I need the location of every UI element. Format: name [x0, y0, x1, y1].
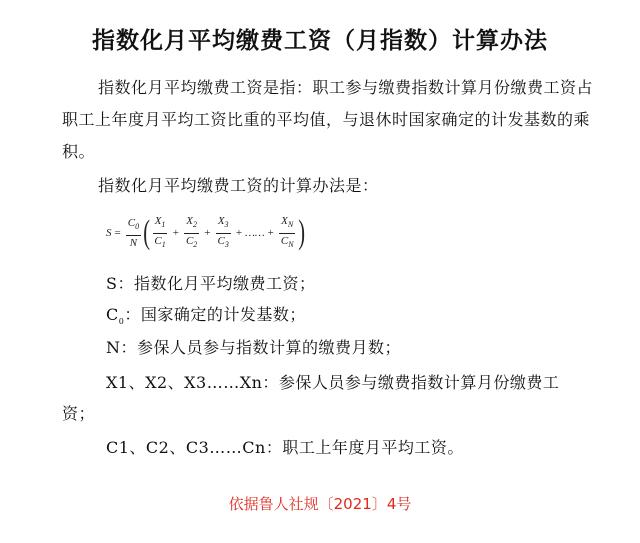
formula-c0: C — [127, 217, 136, 230]
formula-left-paren: ( — [143, 214, 151, 251]
definition-paragraph: 指数化月平均缴费工资是指：职工参与缴费指数计算月份缴费工资占职工上年度月平均工资比重的平均值，与退休时国家确定的计发基数的乘积。 — [62, 78, 594, 161]
formula-ellipsis: …… — [245, 227, 265, 239]
formula-plus: + — [267, 227, 274, 239]
formula-plus: + — [235, 227, 243, 239]
formula — [106, 208, 305, 258]
document-title: 指数化月平均缴费工资（月指数）计算办法 — [92, 28, 548, 54]
source-citation: 依据鲁人社规〔2021〕4号 — [228, 495, 412, 513]
def-c0: $C_0$：国家确定的计发基数； — [106, 305, 306, 327]
formula-term-n: $\frac{X_N}{C_N}$ — [280, 215, 294, 249]
formula-term-1: $\frac{X_1}{C_1}$ — [154, 215, 166, 249]
def-c: C1、C2、C3……Cn：职工上年度月平均工资。 — [106, 438, 464, 457]
formula-right-paren: ) — [297, 214, 305, 251]
def-s: S：指数化月平均缴费工资； — [106, 274, 316, 293]
formula-c0-sub: 0 — [135, 222, 140, 232]
def-n: N：参保人员参与指数计算的缴费月数； — [106, 338, 402, 357]
formula-c0-over-n — [126, 216, 141, 249]
formula-plus: + — [204, 227, 211, 239]
formula-term-3: $\frac{X_3}{C_3}$ — [217, 215, 229, 249]
def-x-line2: 资； — [62, 404, 96, 423]
method-intro: 指数化月平均缴费工资的计算办法是： — [98, 176, 379, 195]
formula-n: N — [129, 236, 138, 249]
formula-plus: + — [172, 227, 179, 239]
formula-equals: = — [114, 227, 121, 239]
def-x-line1: X1、X2、X3……Xn：参保人员参与缴费指数计算月份缴费工 — [106, 373, 560, 392]
formula-term-2: $\frac{X_2}{C_2}$ — [185, 215, 198, 249]
formula-lhs: S — [106, 227, 112, 239]
